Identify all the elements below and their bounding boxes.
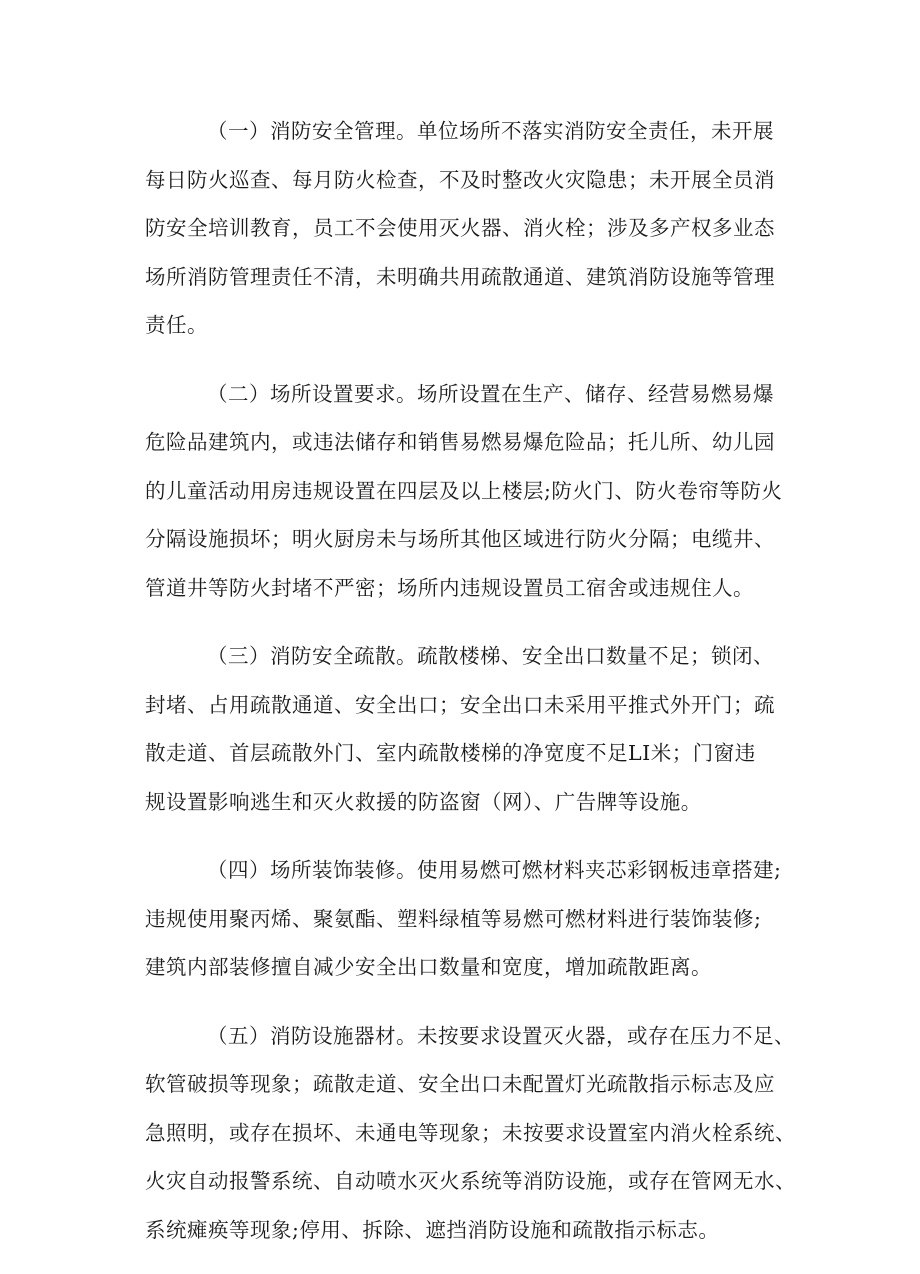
text-line: 场所消防管理责任不清，未明确共用疏散通道、建筑消防设施等管理 bbox=[145, 264, 775, 289]
text-line: 软管破损等现象；疏散走道、安全出口未配置灯光疏散指示标志及应 bbox=[145, 1072, 775, 1096]
text-line: 管道井等防火封堵不严密；场所内违规设置员工宿舍或违规住人。 bbox=[145, 575, 754, 600]
document-page bbox=[145, 107, 795, 1274]
paragraph-safe-evacuation bbox=[145, 632, 795, 826]
text-line: （三）消防安全疏散。疏散楼梯、安全出口数量不足；锁闭、 bbox=[207, 644, 774, 668]
text-line: 违规使用聚丙烯、聚氨酯、塑料绿植等易燃可燃材料进行装饰装修; bbox=[145, 906, 762, 931]
text-line: 规设置影响逃生和灭火救援的防盗窗（网）、广告牌等设施。 bbox=[145, 789, 702, 814]
text-line: （一）消防安全管理。单位场所不落实消防安全责任，未开展 bbox=[207, 119, 774, 143]
paragraph-fire-safety-management bbox=[145, 107, 795, 350]
text-line: （二）场所设置要求。场所设置在生产、储存、经营易燃易爆 bbox=[207, 381, 774, 406]
text-line: 的儿童活动用房违规设置在四层及以上楼层;防火门、防火卷帘等防火 bbox=[145, 478, 783, 503]
text-line: （五）消防设施器材。未按要求设置灭火器，或存在压力不足、 bbox=[207, 1023, 795, 1048]
text-line: （四）场所装饰装修。使用易燃可燃材料夹芯彩钢板违章搭建; bbox=[207, 858, 782, 882]
paragraph-decoration-renovation bbox=[145, 846, 795, 992]
paragraph-venue-setup-requirements bbox=[145, 370, 795, 613]
text-line: 分隔设施损坏；明火厨房未与场所其他区域进行防火分隔；电缆井、 bbox=[145, 527, 775, 551]
text-line: 系统瘫痪等现象;停用、拆除、遮挡消防设施和疏散指示标志。 bbox=[145, 1217, 720, 1242]
text-line: 封堵、占用疏散通道、安全出口；安全出口未采用平推式外开门；疏 bbox=[145, 692, 775, 717]
text-line: 散走道、首层疏散外门、室内疏散楼梯的净宽度不足LI米；门窗违 bbox=[145, 741, 756, 765]
text-line: 每日防火巡查、每月防火检查，不及时整改火灾隐患；未开展全员消 bbox=[145, 167, 775, 192]
text-line: 急照明，或存在损坏、未通电等现象；未按要求设置室内消火栓系统、 bbox=[145, 1120, 796, 1145]
paragraph-fire-equipment bbox=[145, 1012, 795, 1255]
text-line: 危险品建筑内，或违法储存和销售易燃易爆危险品；托儿所、幼儿园 bbox=[145, 430, 775, 454]
text-line: 火灾自动报警系统、自动喷水灭火系统等消防设施，或存在管网无水、 bbox=[145, 1169, 796, 1193]
text-line: 防安全培训教育，员工不会使用灭火器、消火栓；涉及多产权多业态 bbox=[145, 216, 775, 240]
text-line: 责任。 bbox=[145, 313, 208, 337]
text-line: 建筑内部装修擅自减少安全出口数量和宽度，增加疏散距离。 bbox=[145, 955, 712, 979]
